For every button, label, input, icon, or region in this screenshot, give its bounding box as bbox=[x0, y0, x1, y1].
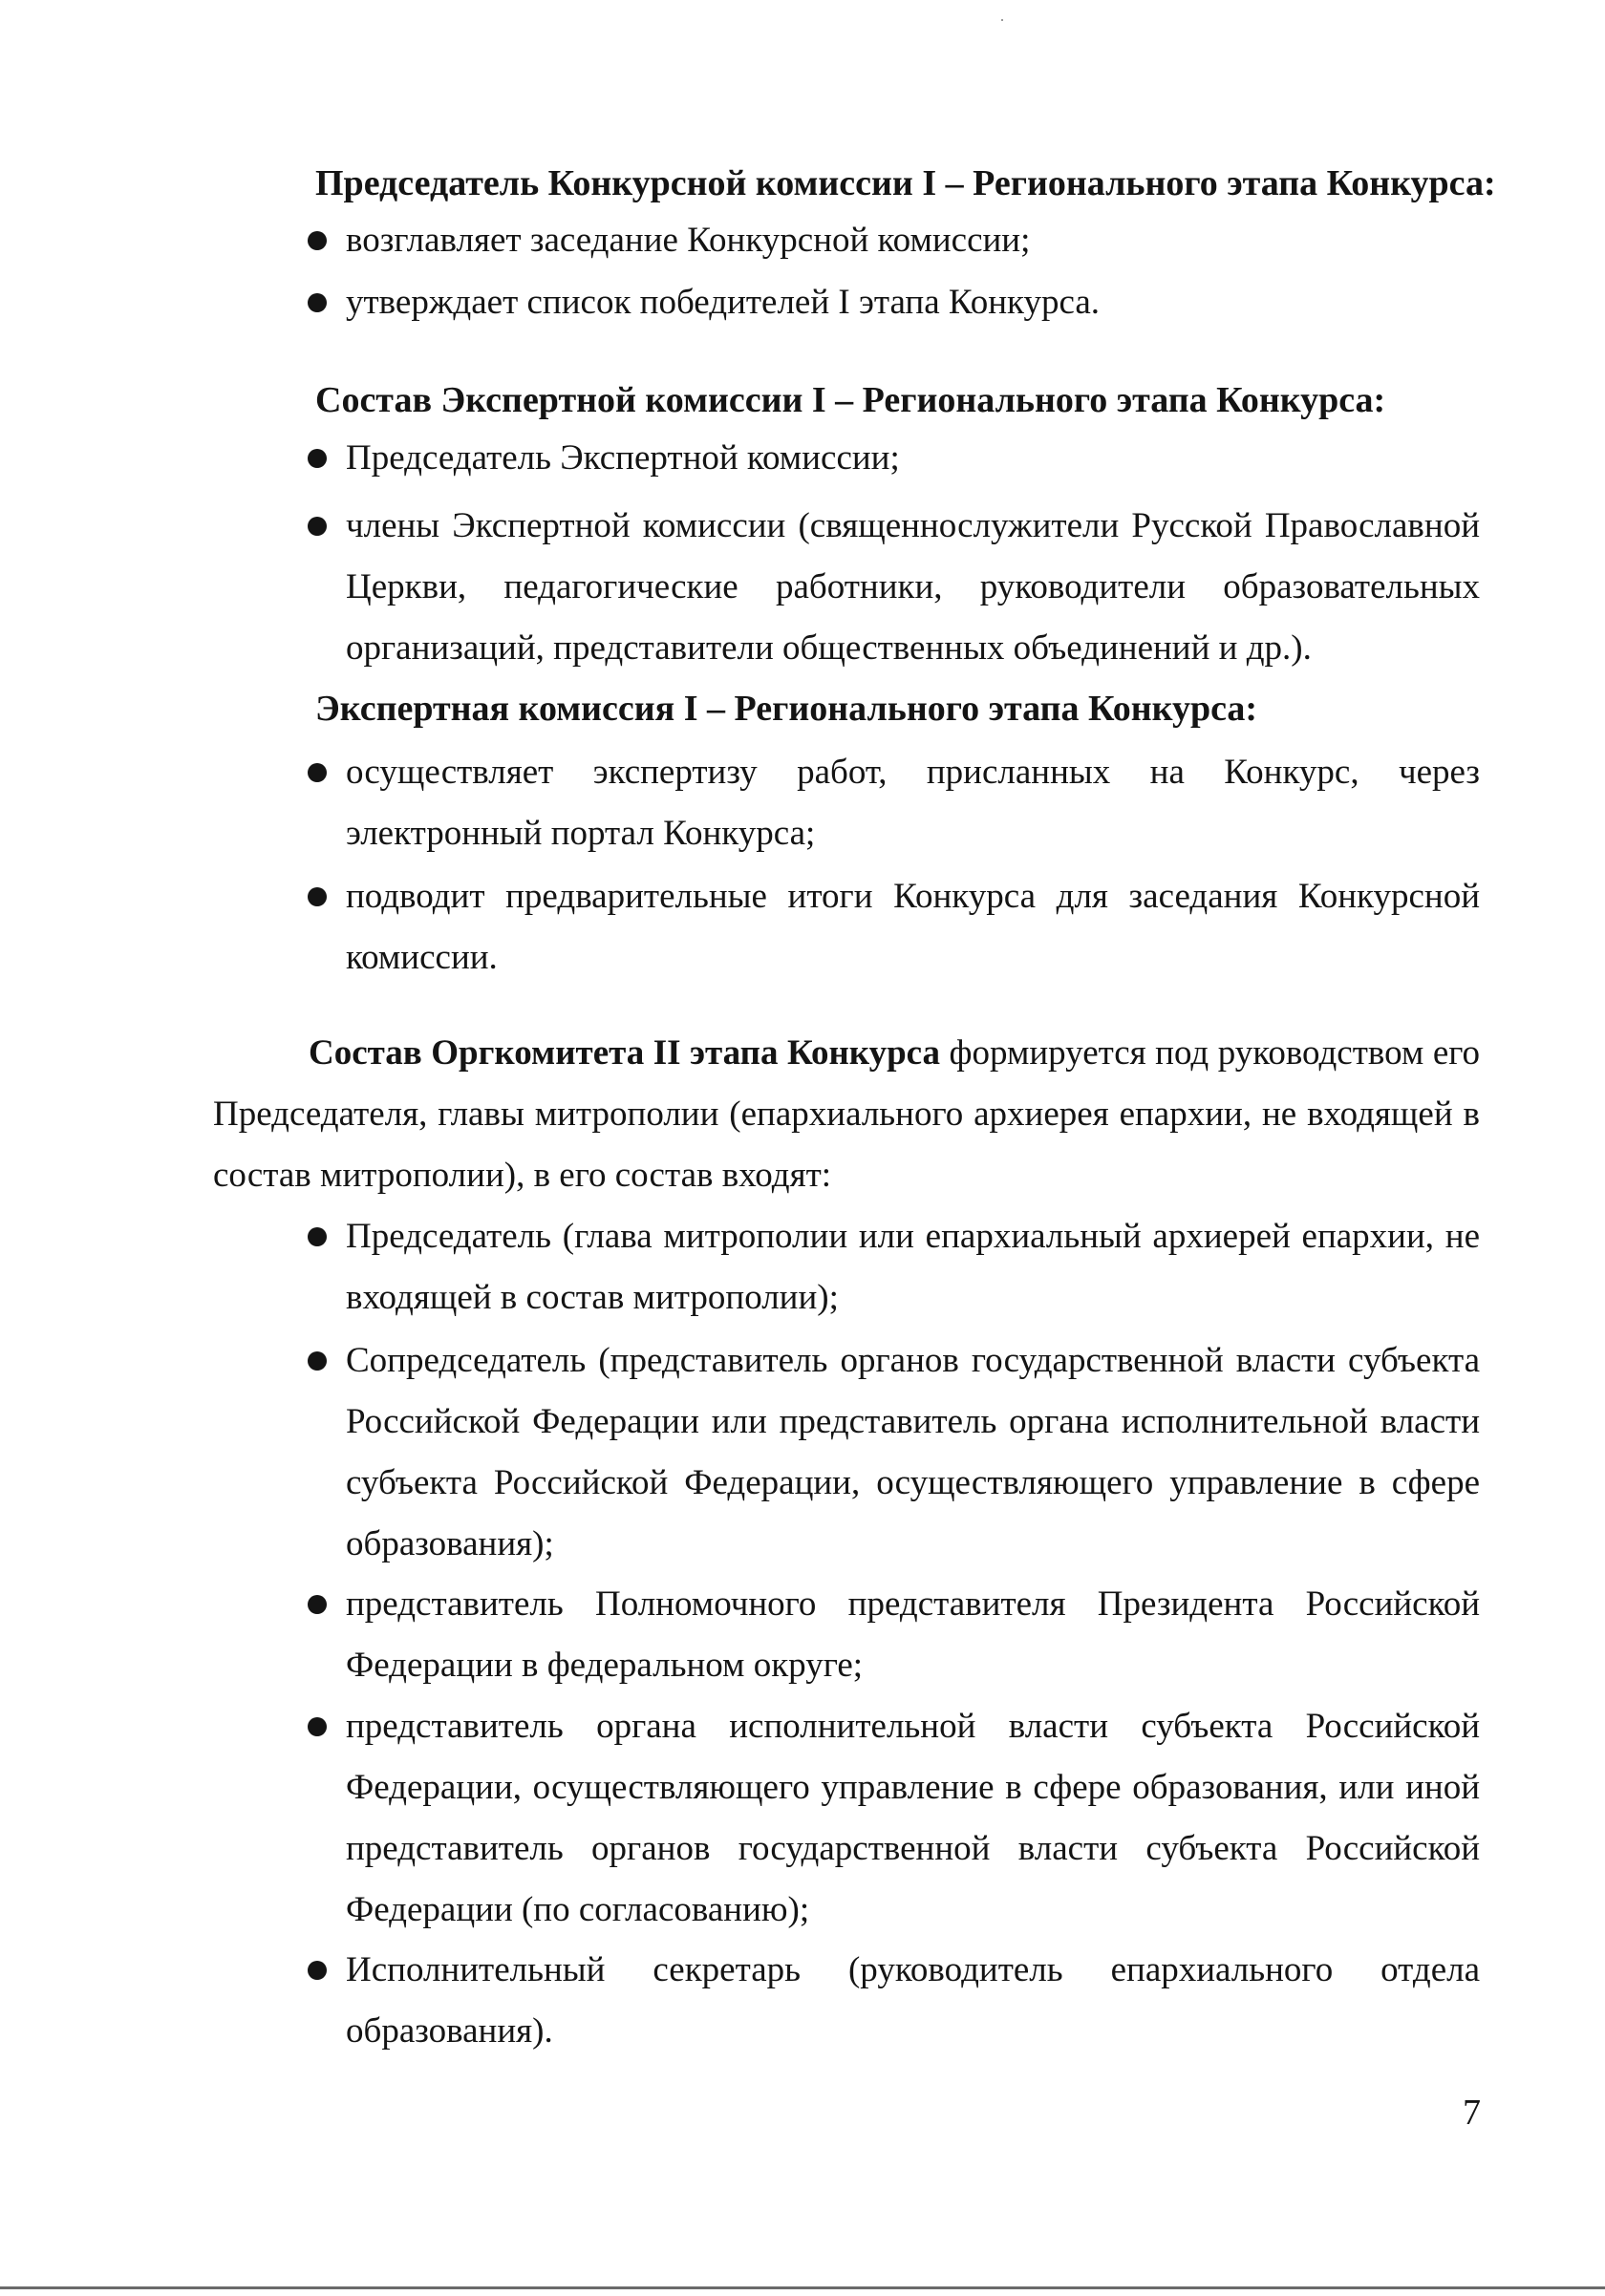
section3-item-2: подводит предварительные итоги Конкурса для заседания Конкурсной комиссии. bbox=[346, 877, 1480, 977]
bullet-icon bbox=[308, 293, 327, 312]
section1-item-1: возглавляет заседание Конкурсной комиссии; bbox=[346, 221, 1031, 260]
bullet-icon bbox=[308, 449, 327, 468]
scan-speck bbox=[1001, 19, 1003, 21]
section4-item-4: представитель органа исполнительной власти субъекта Российской Федерации, осуществляющего управление в сфере образования, или иной представитель органов государственной власти субъекта Российской Федерации (по согласованию); bbox=[346, 1707, 1480, 1929]
bullet-icon bbox=[308, 763, 327, 782]
section4-item-1: Председатель (глава митрополии или епархиальный архиерей епархии, не входящей в состав митрополии); bbox=[346, 1217, 1480, 1317]
section4-item-5: Исполнительный секретарь (руководитель епархиального отдела образования). bbox=[346, 1950, 1480, 2051]
section2-item-2: члены Экспертной комиссии (священнослужители Русской Православной Церкви, педагогические работники, руководители образовательных организаций, представители общественных объединений и др.). bbox=[346, 506, 1480, 668]
bullet-icon bbox=[308, 887, 327, 906]
orgcommittee-title: Состав Оргкомитета II этапа Конкурса bbox=[309, 1033, 941, 1073]
bullet-icon bbox=[308, 1351, 327, 1371]
section1-heading: Председатель Конкурсной комиссии I – Регионального этапа Конкурса: bbox=[315, 163, 1496, 203]
scan-bottom-edge bbox=[0, 2286, 1605, 2289]
section3-item-1: осуществляет экспертизу работ, присланных на Конкурс, через электронный портал Конкурса; bbox=[346, 753, 1480, 853]
bullet-icon bbox=[308, 1717, 327, 1736]
bullet-icon bbox=[308, 231, 327, 250]
orgcommittee-paragraph bbox=[213, 1023, 1480, 1206]
bullet-icon bbox=[308, 1595, 327, 1614]
orgcommittee-text: формируется под руководством его Председателя, главы митрополии (епархиального архиерея епархии, не входящей в состав митрополии), в его состав входят: bbox=[213, 1033, 1480, 1195]
bullet-icon bbox=[308, 1227, 327, 1246]
section4-item-2: Сопредседатель (представитель органов государственной власти субъекта Российской Федерации или представитель органа исполнительной власти субъекта Российской Федерации, осуществляющего управление в сфере образования); bbox=[346, 1341, 1480, 1563]
section2-heading: Состав Экспертной комиссии I – Регионального этапа Конкурса: bbox=[315, 380, 1386, 420]
section3-heading: Экспертная комиссия I – Регионального этапа Конкурса: bbox=[315, 689, 1258, 729]
section4-item-3: представитель Полномочного представителя Президента Российской Федерации в федеральном округе; bbox=[346, 1584, 1480, 1685]
section1-item-2: утверждает список победителей I этапа Конкурса. bbox=[346, 283, 1101, 322]
page-number: 7 bbox=[1463, 2093, 1481, 2133]
section2-item-1: Председатель Экспертной комиссии; bbox=[346, 438, 900, 478]
bullet-icon bbox=[308, 1961, 327, 1980]
bullet-icon bbox=[308, 517, 327, 536]
